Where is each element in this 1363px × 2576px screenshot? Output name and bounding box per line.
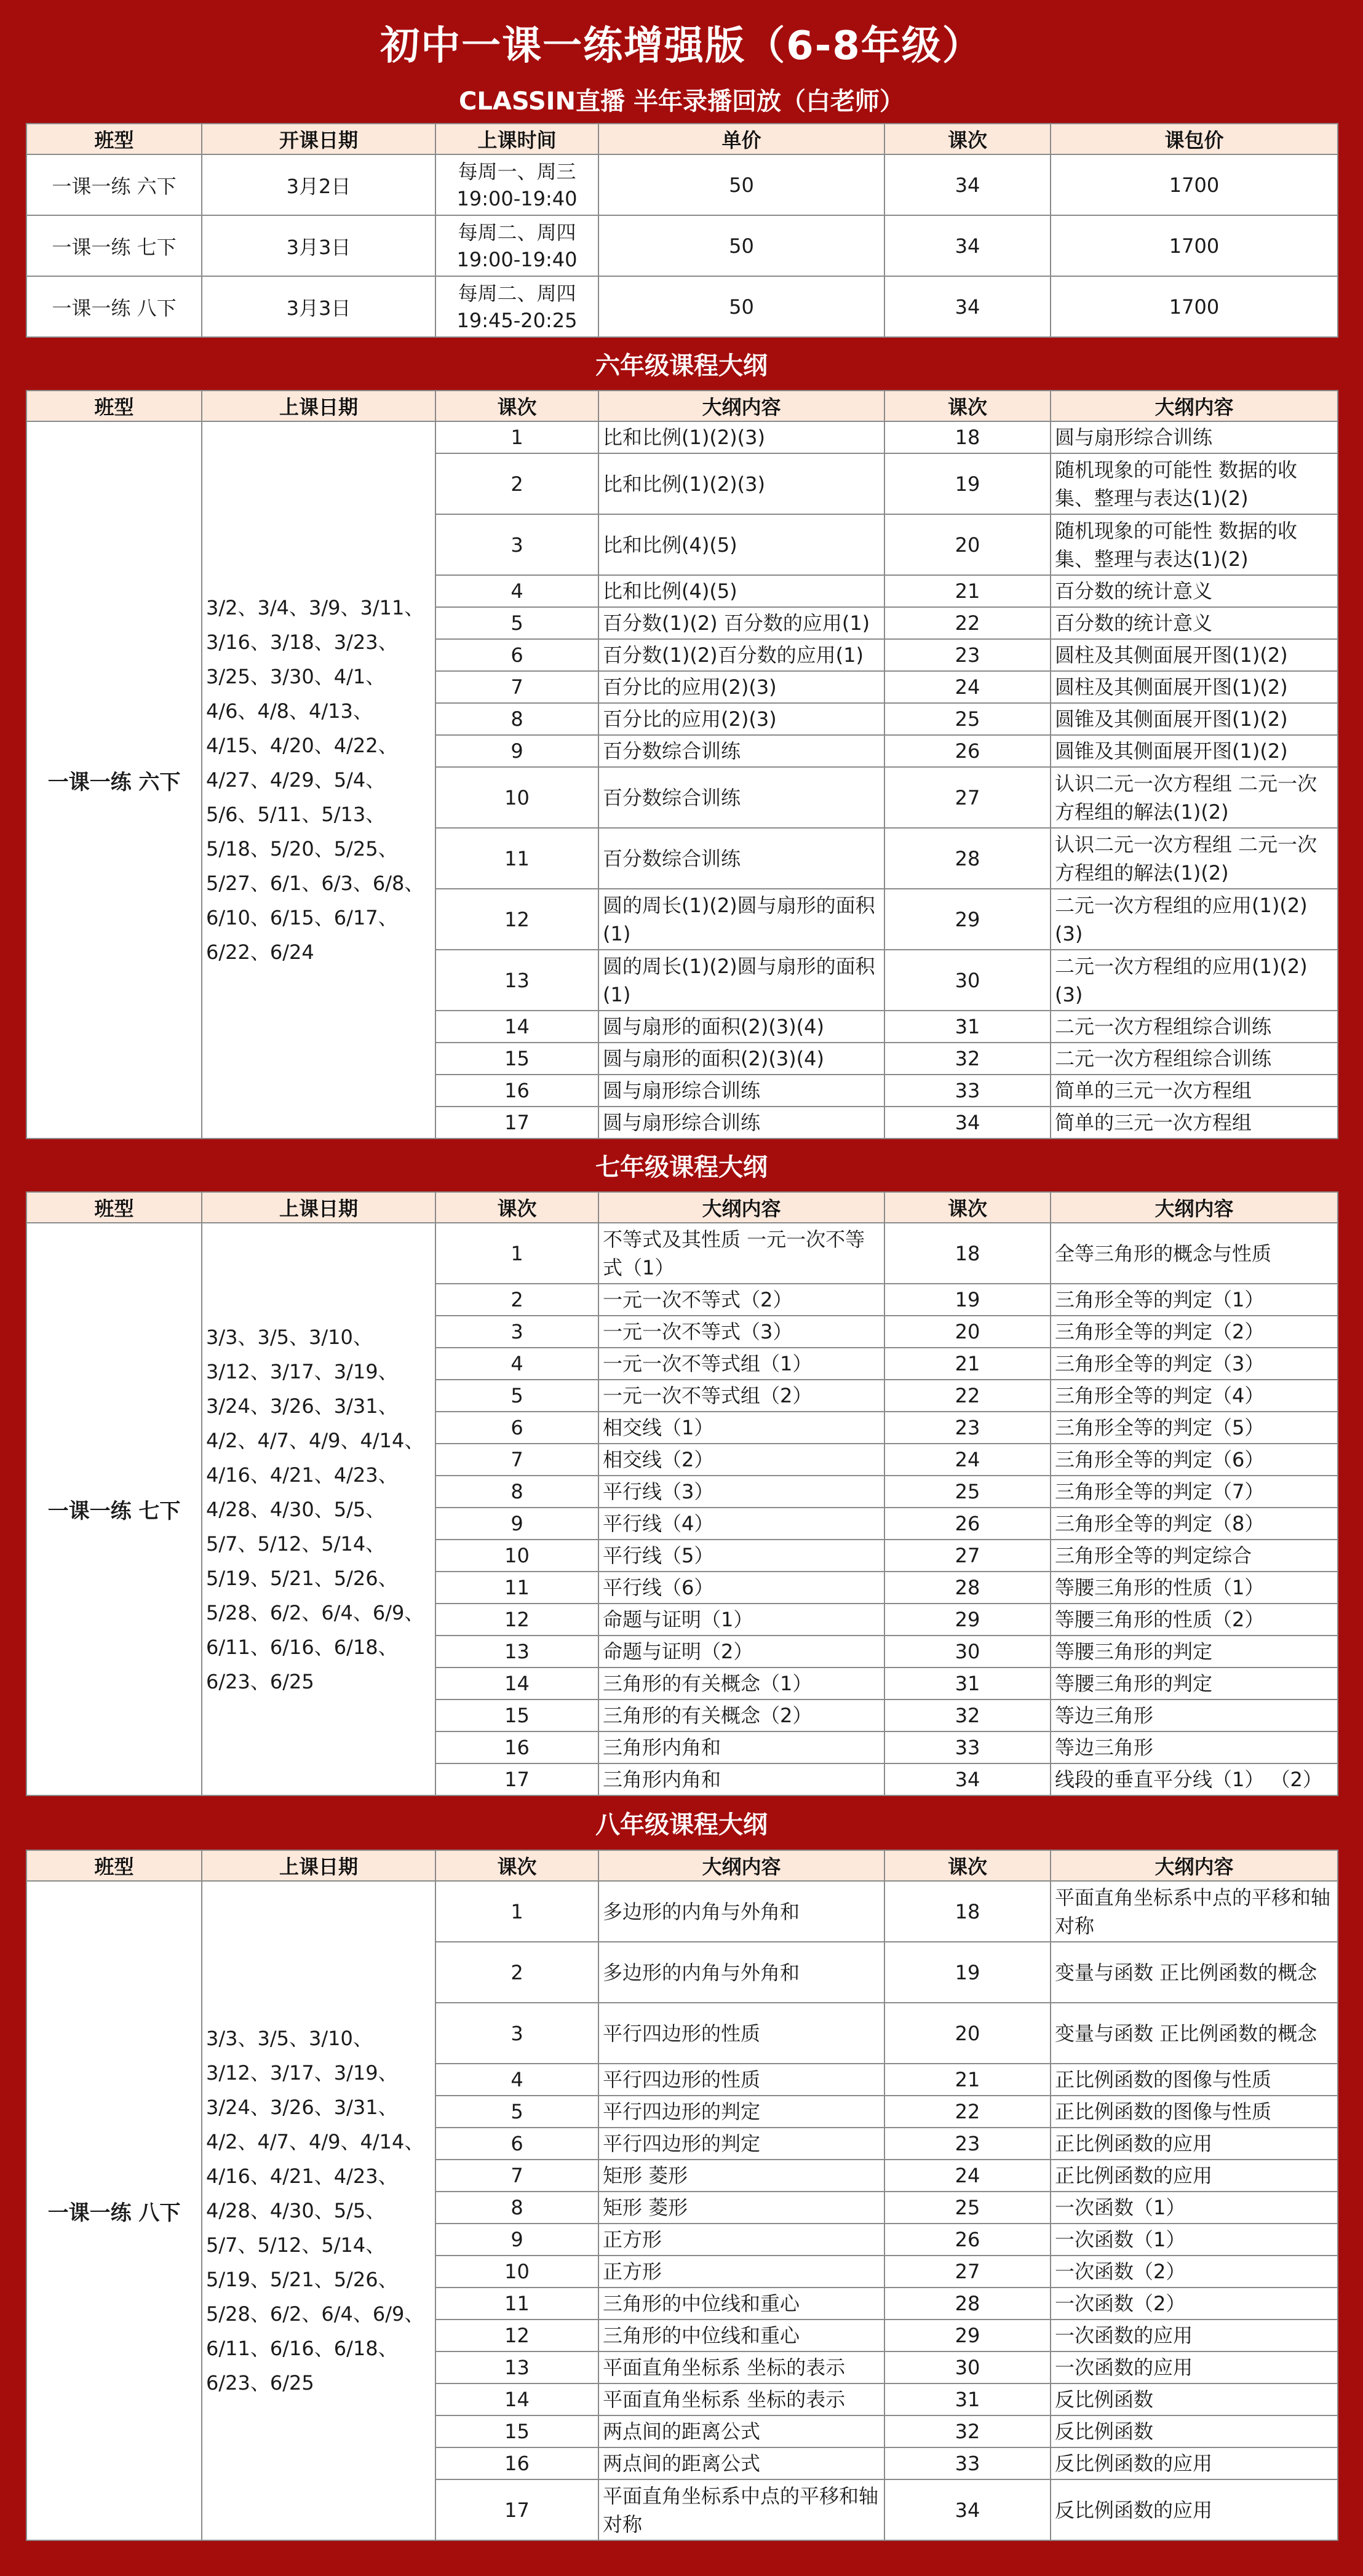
lesson-content-cell: 平行四边形的性质: [598, 2064, 884, 2096]
lesson-number-cell: 24: [884, 1444, 1051, 1476]
lesson-number-cell: 12: [435, 889, 598, 950]
lesson-number-cell: 5: [435, 607, 598, 639]
lesson-content-cell: 比和比例(4)(5): [598, 514, 884, 575]
lesson-content-cell: 圆与扇形综合训练: [598, 1107, 884, 1139]
lesson-number-cell: 22: [884, 607, 1051, 639]
lesson-number-cell: 9: [435, 2224, 598, 2256]
lesson-content-cell: 一元一次不等式（3）: [598, 1316, 884, 1348]
lesson-number-cell: 16: [435, 2447, 598, 2479]
lesson-content-cell: 命题与证明（2）: [598, 1636, 884, 1668]
lesson-content-cell: 认识二元一次方程组 二元一次方程组的解法(1)(2): [1051, 767, 1338, 828]
lesson-content-cell: 平行线（5）: [598, 1540, 884, 1572]
lesson-number-cell: 21: [884, 575, 1051, 607]
schedule-days: 每周二、周四: [458, 281, 576, 305]
lesson-number-cell: 16: [435, 1731, 598, 1763]
header-cell: 班型: [26, 1192, 202, 1223]
lesson-number-cell: 4: [435, 1348, 598, 1380]
lesson-number-cell: 34: [884, 2479, 1051, 2540]
header-cell: 大纲内容: [598, 391, 884, 421]
lesson-content-cell: 平行线（4）: [598, 1508, 884, 1540]
page-subtitle: CLASSIN直播 半年录播回放（白老师）: [459, 87, 904, 116]
header-cell: 上课日期: [202, 391, 435, 421]
lesson-number-cell: 23: [884, 639, 1051, 671]
lesson-content-cell: 平面直角坐标系 坐标的表示: [598, 2383, 884, 2415]
lesson-number-cell: 18: [884, 1223, 1051, 1284]
lesson-number-cell: 20: [884, 514, 1051, 575]
lesson-number-cell: 24: [884, 671, 1051, 703]
lesson-number-cell: 23: [884, 1412, 1051, 1444]
lesson-number-cell: 26: [884, 2224, 1051, 2256]
package-price-cell: 1700: [1051, 215, 1338, 276]
lesson-number-cell: 26: [884, 735, 1051, 767]
lesson-number-cell: 5: [435, 2096, 598, 2128]
lesson-number-cell: 7: [435, 671, 598, 703]
lesson-content-cell: 线段的垂直平分线（1） （2）: [1051, 1763, 1338, 1795]
header-cell: 课次: [435, 1192, 598, 1223]
lesson-content-cell: 三角形的有关概念（1）: [598, 1668, 884, 1699]
lesson-content-cell: 百分数(1)(2) 百分数的应用(1): [598, 607, 884, 639]
lesson-number-cell: 21: [884, 1348, 1051, 1380]
lesson-content-cell: 正比例函数的图像与性质: [1051, 2096, 1338, 2128]
lesson-content-cell: 命题与证明（1）: [598, 1604, 884, 1636]
lesson-content-cell: 全等三角形的概念与性质: [1051, 1223, 1338, 1284]
schedule-time: 19:00-19:40: [456, 186, 578, 210]
lesson-content-cell: 平行四边形的判定: [598, 2128, 884, 2160]
lesson-content-cell: 圆锥及其侧面展开图(1)(2): [1051, 703, 1338, 735]
lesson-number-cell: 32: [884, 2415, 1051, 2447]
syllabus-header-row: [26, 1192, 1338, 1223]
lesson-content-cell: 一次函数（1）: [1051, 2192, 1338, 2224]
lesson-number-cell: 28: [884, 828, 1051, 889]
lesson-content-cell: 相交线（1）: [598, 1412, 884, 1444]
lesson-content-cell: 百分数(1)(2)百分数的应用(1): [598, 639, 884, 671]
syllabus-table: [26, 390, 1338, 1139]
lesson-number-cell: 25: [884, 703, 1051, 735]
lesson-number-cell: 31: [884, 2383, 1051, 2415]
lesson-content-cell: 三角形的中位线和重心: [598, 2320, 884, 2351]
syllabus-header-row: [26, 1850, 1338, 1881]
lesson-content-cell: 正比例函数的图像与性质: [1051, 2064, 1338, 2096]
lesson-number-cell: 2: [435, 1284, 598, 1316]
lesson-content-cell: 正比例函数的应用: [1051, 2160, 1338, 2192]
schedule-cell: [435, 154, 598, 215]
schedule-days: 每周二、周四: [458, 220, 576, 244]
lesson-number-cell: 29: [884, 2320, 1051, 2351]
lesson-number-cell: 14: [435, 1011, 598, 1043]
lesson-content-cell: 平面直角坐标系中点的平移和轴对称: [1051, 1881, 1338, 1942]
lesson-content-cell: 圆柱及其侧面展开图(1)(2): [1051, 639, 1338, 671]
lesson-number-cell: 16: [435, 1075, 598, 1107]
lesson-content-cell: 反比例函数: [1051, 2383, 1338, 2415]
lesson-content-cell: 圆与扇形综合训练: [598, 1075, 884, 1107]
lesson-number-cell: 31: [884, 1011, 1051, 1043]
lesson-content-cell: 三角形全等的判定（5）: [1051, 1412, 1338, 1444]
lesson-number-cell: 29: [884, 1604, 1051, 1636]
syllabus-table: [26, 1850, 1338, 2541]
lesson-content-cell: 圆锥及其侧面展开图(1)(2): [1051, 735, 1338, 767]
lesson-content-cell: 平面直角坐标系 坐标的表示: [598, 2351, 884, 2383]
class-type-cell: 一课一练 六下: [26, 421, 202, 1139]
unit-price-cell: 50: [598, 215, 884, 276]
lesson-content-cell: 平行四边形的性质: [598, 2003, 884, 2064]
lesson-number-cell: 1: [435, 421, 598, 453]
lesson-content-cell: 等腰三角形的性质（2）: [1051, 1604, 1338, 1636]
lesson-content-cell: 相交线（2）: [598, 1444, 884, 1476]
lesson-number-cell: 30: [884, 950, 1051, 1011]
header-cell: 大纲内容: [1051, 391, 1338, 421]
lesson-content-cell: 圆的周长(1)(2)圆与扇形的面积(1): [598, 950, 884, 1011]
lesson-number-cell: 26: [884, 1508, 1051, 1540]
lesson-content-cell: 等腰三角形的判定: [1051, 1668, 1338, 1699]
lesson-number-cell: 30: [884, 1636, 1051, 1668]
lesson-content-cell: 三角形内角和: [598, 1731, 884, 1763]
lesson-number-cell: 13: [435, 950, 598, 1011]
lesson-number-cell: 5: [435, 1380, 598, 1412]
lesson-number-cell: 3: [435, 514, 598, 575]
lesson-number-cell: 32: [884, 1699, 1051, 1731]
lesson-content-cell: 一元一次不等式（2）: [598, 1284, 884, 1316]
lesson-number-cell: 6: [435, 2128, 598, 2160]
lesson-content-cell: 平面直角坐标系中点的平移和轴对称: [598, 2479, 884, 2540]
summary-row: [26, 215, 1338, 276]
lesson-content-cell: 随机现象的可能性 数据的收集、整理与表达(1)(2): [1051, 514, 1338, 575]
lesson-content-cell: 比和比例(4)(5): [598, 575, 884, 607]
lesson-number-cell: 19: [884, 1942, 1051, 2003]
lesson-content-cell: 百分数的统计意义: [1051, 607, 1338, 639]
syllabus-row: [26, 421, 1338, 453]
lesson-content-cell: 正比例函数的应用: [1051, 2128, 1338, 2160]
lesson-content-cell: 平行线（6）: [598, 1572, 884, 1604]
schedule-time: 19:45-20:25: [456, 308, 578, 332]
schedule-time: 19:00-19:40: [456, 247, 578, 271]
lesson-number-cell: 34: [884, 1763, 1051, 1795]
lesson-number-cell: 1: [435, 1223, 598, 1284]
summary-table: [26, 123, 1338, 338]
lesson-number-cell: 18: [884, 421, 1051, 453]
syllabus-row: [26, 1223, 1338, 1284]
lesson-number-cell: 27: [884, 767, 1051, 828]
header-cell: 大纲内容: [1051, 1850, 1338, 1881]
lesson-content-cell: 圆柱及其侧面展开图(1)(2): [1051, 671, 1338, 703]
class-dates-cell: 3/3、3/5、3/10、3/12、3/17、3/19、3/24、3/26、3/31、4/2、4/7、4/9、4/14、4/16、4/21、4/23、4/28、4/30、5/5、5/7、5/12、5/14、5/19、5/21、5/26、5/28、6/2、6/4、6/9、6/11、6/16、6/18、6/23、6/25: [202, 1223, 435, 1795]
summary-row: [26, 154, 1338, 215]
lesson-number-cell: 29: [884, 889, 1051, 950]
lesson-number-cell: 14: [435, 1668, 598, 1699]
class-dates-cell: 3/3、3/5、3/10、3/12、3/17、3/19、3/24、3/26、3/31、4/2、4/7、4/9、4/14、4/16、4/21、4/23、4/28、4/30、5/5、5/7、5/12、5/14、5/19、5/21、5/26、5/28、6/2、6/4、6/9、6/11、6/16、6/18、6/23、6/25: [202, 1881, 435, 2540]
lesson-content-cell: 三角形全等的判定综合: [1051, 1540, 1338, 1572]
lesson-content-cell: 矩形 菱形: [598, 2192, 884, 2224]
lesson-content-cell: 等腰三角形的判定: [1051, 1636, 1338, 1668]
syllabus-table: [26, 1191, 1338, 1796]
lesson-number-cell: 25: [884, 2192, 1051, 2224]
lesson-content-cell: 二元一次方程组综合训练: [1051, 1043, 1338, 1075]
lesson-content-cell: 正方形: [598, 2224, 884, 2256]
lesson-content-cell: 反比例函数: [1051, 2415, 1338, 2447]
lesson-number-cell: 11: [435, 828, 598, 889]
lesson-number-cell: 30: [884, 2351, 1051, 2383]
lesson-number-cell: 14: [435, 2383, 598, 2415]
lesson-number-cell: 8: [435, 2192, 598, 2224]
lesson-count-cell: 34: [884, 154, 1051, 215]
lesson-count-cell: 34: [884, 276, 1051, 337]
lesson-content-cell: 百分比的应用(2)(3): [598, 671, 884, 703]
lesson-number-cell: 2: [435, 453, 598, 514]
lesson-content-cell: 三角形的中位线和重心: [598, 2288, 884, 2320]
lesson-number-cell: 12: [435, 1604, 598, 1636]
lesson-content-cell: 不等式及其性质 一元一次不等式（1）: [598, 1223, 884, 1284]
lesson-number-cell: 22: [884, 2096, 1051, 2128]
lesson-content-cell: 二元一次方程组的应用(1)(2)(3): [1051, 889, 1338, 950]
lesson-number-cell: 25: [884, 1476, 1051, 1508]
lesson-number-cell: 15: [435, 1699, 598, 1731]
lesson-content-cell: 圆与扇形的面积(2)(3)(4): [598, 1043, 884, 1075]
lesson-number-cell: 28: [884, 2288, 1051, 2320]
lesson-number-cell: 15: [435, 2415, 598, 2447]
lesson-content-cell: 多边形的内角与外角和: [598, 1942, 884, 2003]
lesson-content-cell: 正方形: [598, 2256, 884, 2288]
header-cell: 大纲内容: [598, 1850, 884, 1881]
lesson-content-cell: 三角形全等的判定（8）: [1051, 1508, 1338, 1540]
header-cell: 班型: [26, 1850, 202, 1881]
lesson-content-cell: 变量与函数 正比例函数的概念: [1051, 2003, 1338, 2064]
lesson-content-cell: 两点间的距离公式: [598, 2447, 884, 2479]
lesson-number-cell: 21: [884, 2064, 1051, 2096]
lesson-content-cell: 一元一次不等式组（2）: [598, 1380, 884, 1412]
lesson-content-cell: 三角形全等的判定（7）: [1051, 1476, 1338, 1508]
lesson-number-cell: 10: [435, 1540, 598, 1572]
lesson-number-cell: 18: [884, 1881, 1051, 1942]
lesson-content-cell: 等腰三角形的性质（1）: [1051, 1572, 1338, 1604]
class-dates-cell: 3/2、3/4、3/9、3/11、3/16、3/18、3/23、3/25、3/30、4/1、4/6、4/8、4/13、4/15、4/20、4/22、4/27、4/29、5/4、5/6、5/11、5/13、5/18、5/20、5/25、5/27、6/1、6/3、6/8、6/10、6/15、6/17、6/22、6/24: [202, 421, 435, 1139]
package-price-cell: 1700: [1051, 154, 1338, 215]
lesson-number-cell: 3: [435, 2003, 598, 2064]
lesson-content-cell: 一次函数的应用: [1051, 2320, 1338, 2351]
lesson-number-cell: 27: [884, 2256, 1051, 2288]
lesson-number-cell: 3: [435, 1316, 598, 1348]
lesson-content-cell: 二元一次方程组的应用(1)(2)(3): [1051, 950, 1338, 1011]
header-cell: 大纲内容: [598, 1192, 884, 1223]
lesson-number-cell: 2: [435, 1942, 598, 2003]
class-type-cell: 一课一练 六下: [26, 154, 202, 215]
lesson-number-cell: 8: [435, 1476, 598, 1508]
lesson-number-cell: 4: [435, 575, 598, 607]
schedule-cell: [435, 215, 598, 276]
header-cell: 上课时间: [435, 124, 598, 154]
header-cell: 课次: [884, 1192, 1051, 1223]
section-title: 六年级课程大纲: [595, 352, 768, 380]
lesson-number-cell: 34: [884, 1107, 1051, 1139]
lesson-content-cell: 三角形全等的判定（2）: [1051, 1316, 1338, 1348]
class-type-cell: 一课一练 八下: [26, 1881, 202, 2540]
lesson-number-cell: 11: [435, 2288, 598, 2320]
lesson-number-cell: 33: [884, 1731, 1051, 1763]
lesson-content-cell: 三角形全等的判定（3）: [1051, 1348, 1338, 1380]
start-date-cell: 3月2日: [202, 154, 435, 215]
lesson-content-cell: 圆与扇形综合训练: [1051, 421, 1338, 453]
lesson-count-cell: 34: [884, 215, 1051, 276]
lesson-content-cell: 百分数综合训练: [598, 767, 884, 828]
syllabus-row: [26, 1881, 1338, 1942]
lesson-content-cell: 反比例函数的应用: [1051, 2447, 1338, 2479]
lesson-number-cell: 10: [435, 2256, 598, 2288]
lesson-number-cell: 1: [435, 1881, 598, 1942]
lesson-content-cell: 三角形全等的判定（6）: [1051, 1444, 1338, 1476]
lesson-content-cell: 一元一次不等式组（1）: [598, 1348, 884, 1380]
lesson-number-cell: 17: [435, 1763, 598, 1795]
header-cell: 课包价: [1051, 124, 1338, 154]
lesson-number-cell: 12: [435, 2320, 598, 2351]
lesson-content-cell: 三角形的有关概念（2）: [598, 1699, 884, 1731]
lesson-number-cell: 31: [884, 1668, 1051, 1699]
summary-row: [26, 276, 1338, 337]
summary-header-row: [26, 124, 1338, 154]
header-cell: 课次: [435, 391, 598, 421]
lesson-content-cell: 一次函数（1）: [1051, 2224, 1338, 2256]
lesson-number-cell: 17: [435, 1107, 598, 1139]
lesson-content-cell: 三角形内角和: [598, 1763, 884, 1795]
lesson-number-cell: 13: [435, 1636, 598, 1668]
header-cell: 班型: [26, 391, 202, 421]
header-cell: 单价: [598, 124, 884, 154]
start-date-cell: 3月3日: [202, 215, 435, 276]
lesson-number-cell: 7: [435, 1444, 598, 1476]
header-cell: 开课日期: [202, 124, 435, 154]
lesson-content-cell: 三角形全等的判定（4）: [1051, 1380, 1338, 1412]
unit-price-cell: 50: [598, 154, 884, 215]
lesson-content-cell: 等边三角形: [1051, 1699, 1338, 1731]
lesson-content-cell: 矩形 菱形: [598, 2160, 884, 2192]
lesson-number-cell: 33: [884, 1075, 1051, 1107]
header-cell: 上课日期: [202, 1192, 435, 1223]
page-frame: [26, 12, 1337, 2565]
lesson-content-cell: 三角形全等的判定（1）: [1051, 1284, 1338, 1316]
lesson-number-cell: 6: [435, 1412, 598, 1444]
lesson-number-cell: 20: [884, 1316, 1051, 1348]
syllabus-header-row: [26, 391, 1338, 421]
lesson-number-cell: 23: [884, 2128, 1051, 2160]
header-cell: 上课日期: [202, 1850, 435, 1881]
lesson-content-cell: 变量与函数 正比例函数的概念: [1051, 1942, 1338, 2003]
lesson-content-cell: 反比例函数的应用: [1051, 2479, 1338, 2540]
class-type-cell: 一课一练 七下: [26, 215, 202, 276]
lesson-number-cell: 19: [884, 1284, 1051, 1316]
lesson-content-cell: 百分比的应用(2)(3): [598, 703, 884, 735]
lesson-content-cell: 一次函数的应用: [1051, 2351, 1338, 2383]
lesson-content-cell: 比和比例(1)(2)(3): [598, 421, 884, 453]
section-title: 八年级课程大纲: [595, 1811, 768, 1839]
lesson-number-cell: 13: [435, 2351, 598, 2383]
lesson-content-cell: 简单的三元一次方程组: [1051, 1075, 1338, 1107]
lesson-number-cell: 22: [884, 1380, 1051, 1412]
header-cell: 课次: [435, 1850, 598, 1881]
header-cell: 课次: [884, 124, 1051, 154]
lesson-content-cell: 一次函数（2）: [1051, 2288, 1338, 2320]
unit-price-cell: 50: [598, 276, 884, 337]
lesson-number-cell: 33: [884, 2447, 1051, 2479]
package-price-cell: 1700: [1051, 276, 1338, 337]
lesson-number-cell: 24: [884, 2160, 1051, 2192]
lesson-number-cell: 7: [435, 2160, 598, 2192]
lesson-number-cell: 11: [435, 1572, 598, 1604]
class-type-cell: 一课一练 八下: [26, 276, 202, 337]
lesson-content-cell: 两点间的距离公式: [598, 2415, 884, 2447]
lesson-content-cell: 平行四边形的判定: [598, 2096, 884, 2128]
lesson-content-cell: 一次函数（2）: [1051, 2256, 1338, 2288]
lesson-number-cell: 32: [884, 1043, 1051, 1075]
schedule-cell: [435, 276, 598, 337]
lesson-content-cell: 认识二元一次方程组 二元一次方程组的解法(1)(2): [1051, 828, 1338, 889]
lesson-content-cell: 随机现象的可能性 数据的收集、整理与表达(1)(2): [1051, 453, 1338, 514]
start-date-cell: 3月3日: [202, 276, 435, 337]
lesson-content-cell: 百分数的统计意义: [1051, 575, 1338, 607]
header-cell: 班型: [26, 124, 202, 154]
lesson-content-cell: 等边三角形: [1051, 1731, 1338, 1763]
page-title: 初中一课一练增强版（6-8年级）: [380, 23, 983, 69]
lesson-number-cell: 20: [884, 2003, 1051, 2064]
lesson-number-cell: 15: [435, 1043, 598, 1075]
lesson-number-cell: 9: [435, 735, 598, 767]
lesson-content-cell: 平行线（3）: [598, 1476, 884, 1508]
lesson-content-cell: 多边形的内角与外角和: [598, 1881, 884, 1942]
lesson-content-cell: 二元一次方程组综合训练: [1051, 1011, 1338, 1043]
header-cell: 课次: [884, 1850, 1051, 1881]
header-cell: 课次: [884, 391, 1051, 421]
lesson-number-cell: 6: [435, 639, 598, 671]
lesson-number-cell: 8: [435, 703, 598, 735]
class-type-cell: 一课一练 七下: [26, 1223, 202, 1795]
lesson-number-cell: 4: [435, 2064, 598, 2096]
lesson-number-cell: 10: [435, 767, 598, 828]
lesson-content-cell: 百分数综合训练: [598, 735, 884, 767]
lesson-number-cell: 9: [435, 1508, 598, 1540]
lesson-number-cell: 27: [884, 1540, 1051, 1572]
lesson-content-cell: 圆与扇形的面积(2)(3)(4): [598, 1011, 884, 1043]
lesson-number-cell: 19: [884, 453, 1051, 514]
lesson-number-cell: 17: [435, 2479, 598, 2540]
section-title: 七年级课程大纲: [595, 1153, 768, 1182]
lesson-content-cell: 百分数综合训练: [598, 828, 884, 889]
lesson-content-cell: 比和比例(1)(2)(3): [598, 453, 884, 514]
header-cell: 大纲内容: [1051, 1192, 1338, 1223]
lesson-number-cell: 28: [884, 1572, 1051, 1604]
lesson-content-cell: 简单的三元一次方程组: [1051, 1107, 1338, 1139]
schedule-days: 每周一、周三: [458, 159, 576, 183]
lesson-content-cell: 圆的周长(1)(2)圆与扇形的面积(1): [598, 889, 884, 950]
